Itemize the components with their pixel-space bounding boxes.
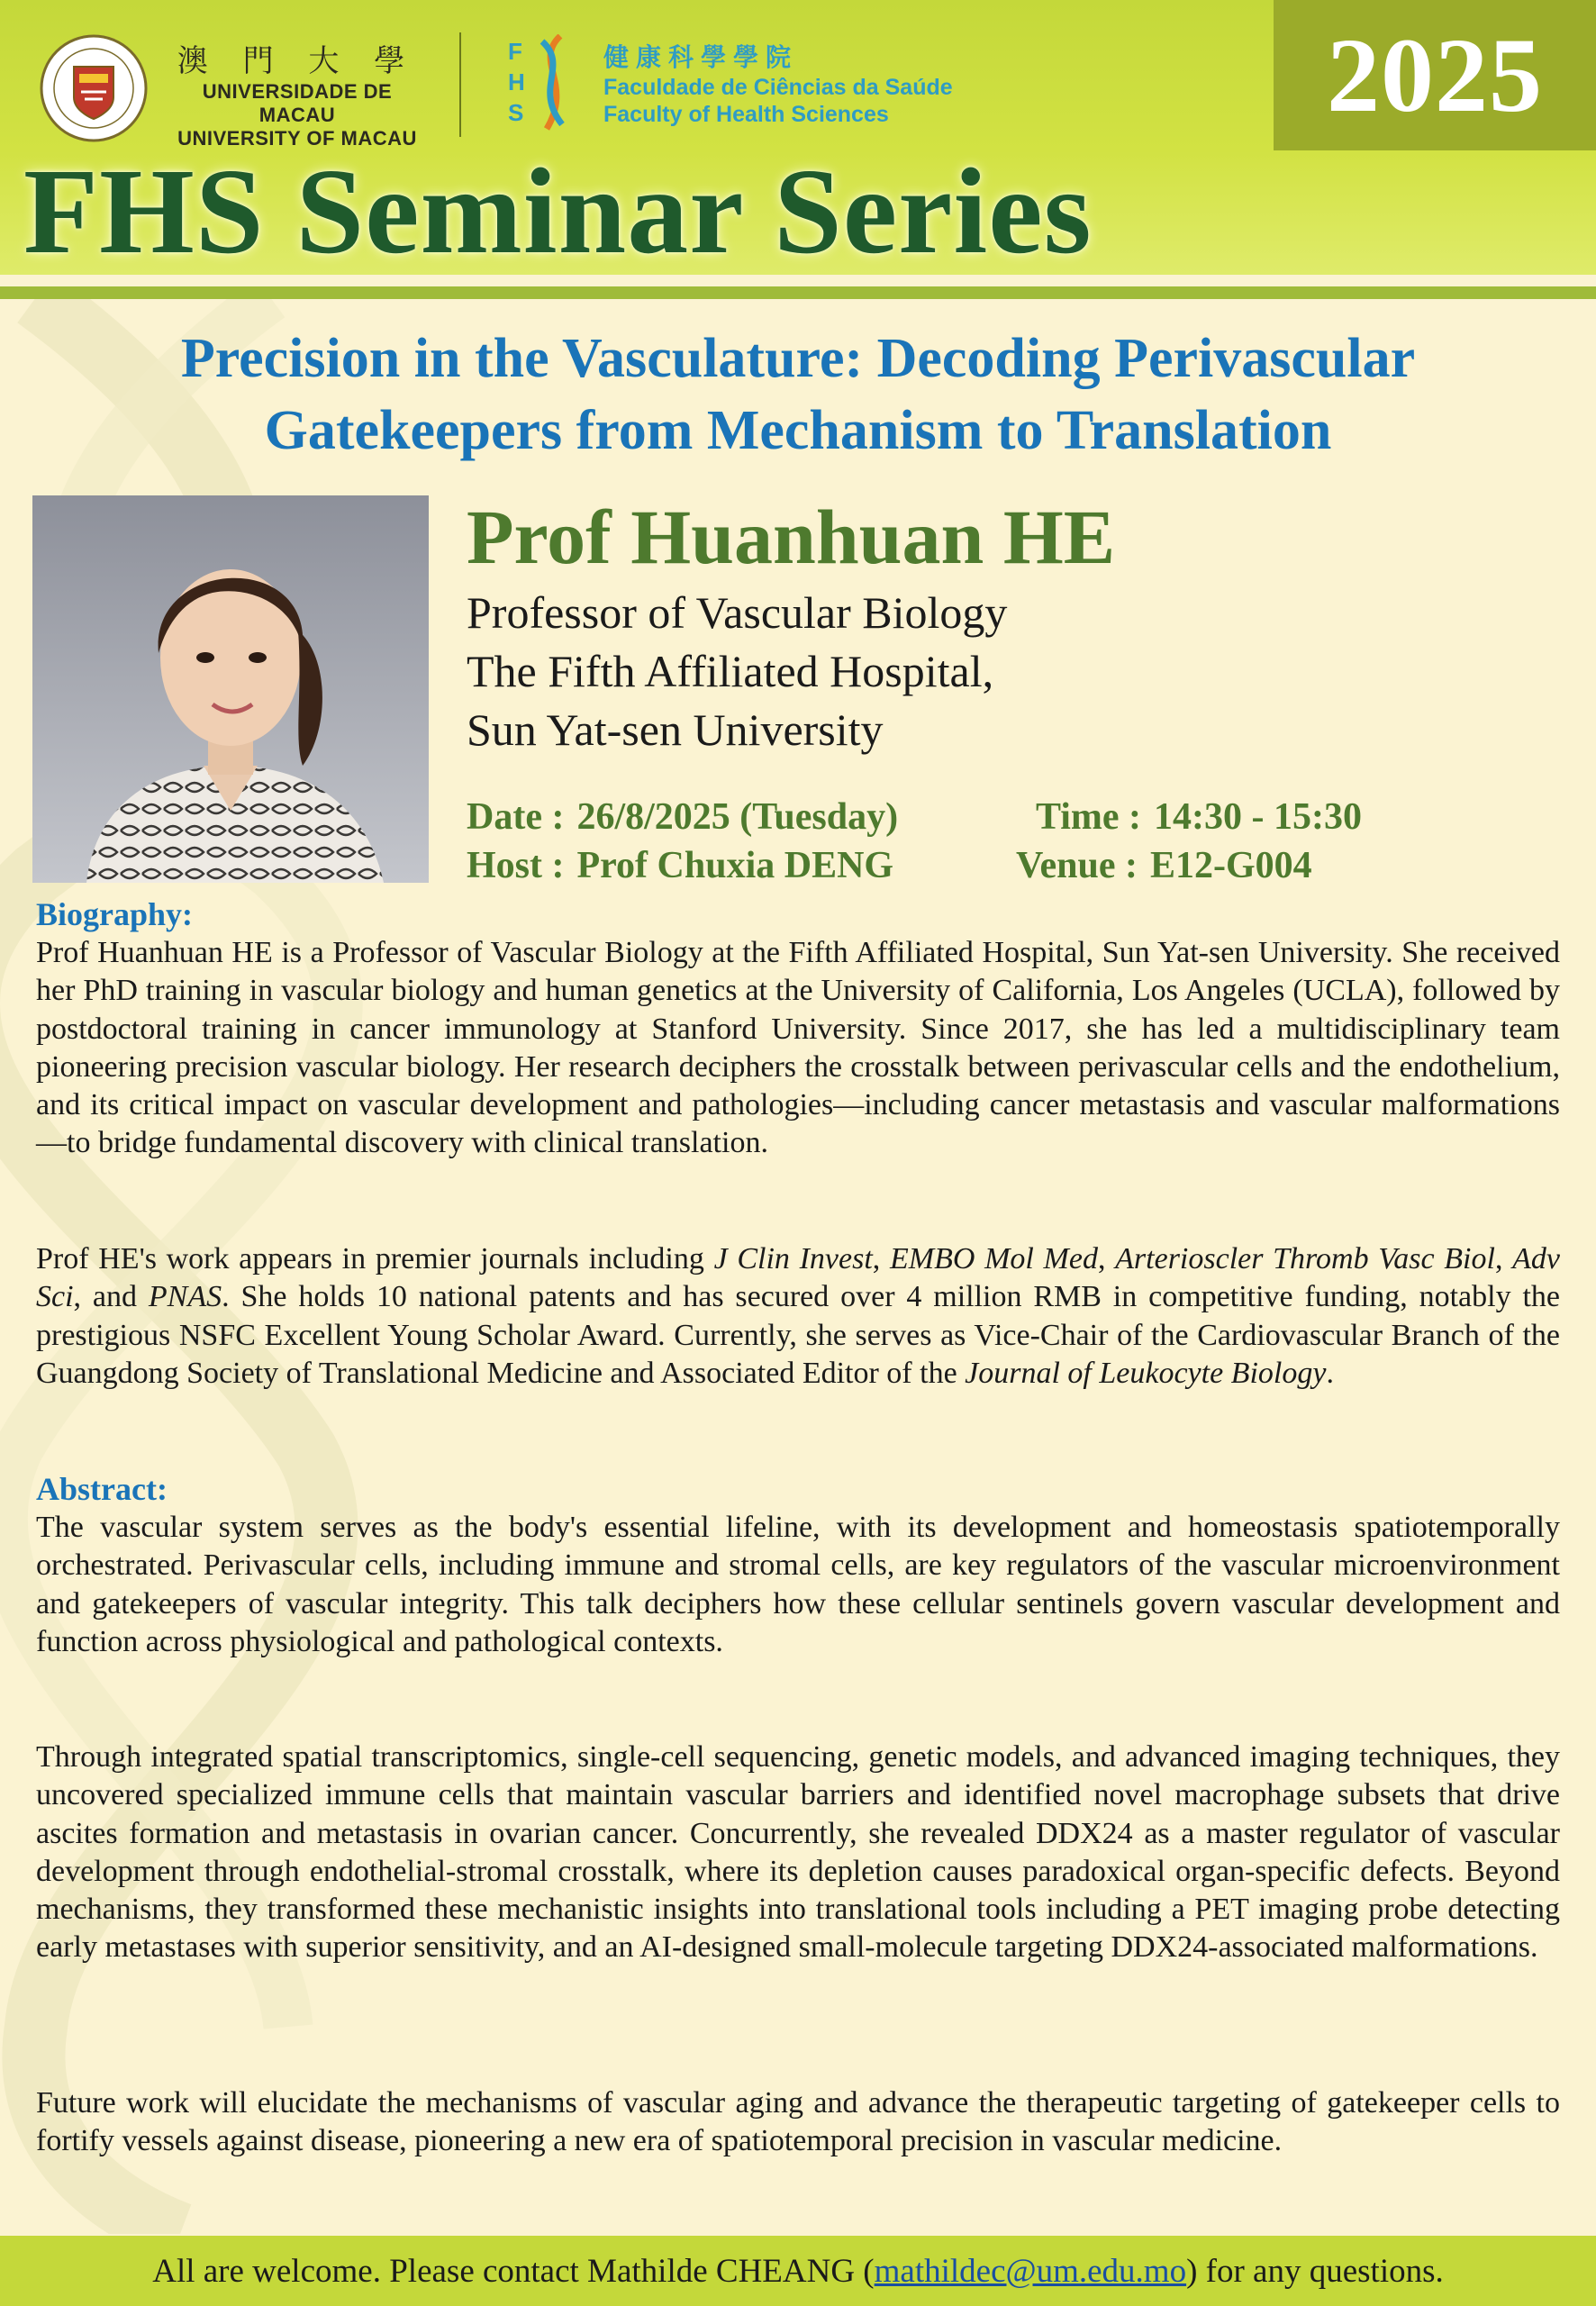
faculty-name-en: Faculty of Health Sciences: [603, 102, 889, 127]
footer-text-before: All are welcome. Please contact Mathilde CHEANG (: [152, 2252, 875, 2290]
university-name-pt: UNIVERSIDADE DE MACAU: [202, 80, 393, 126]
speaker-university: Sun Yat-sen University: [467, 704, 884, 755]
talk-title-line-2: Gatekeepers from Mechanism to Translation: [264, 400, 1332, 461]
venue-label: Venue :: [1016, 845, 1138, 886]
svg-text:F: F: [508, 38, 522, 65]
time-value: 14:30 - 15:30: [1154, 796, 1363, 838]
faculty-helix-logo-icon: [506, 34, 578, 133]
bio-text: . She holds 10 national patents and has secured over 4 million RMB in competitive funding, notably the prestigious NSFC Excellent Young Scholar Award. Currently, she serves as Vice-Chair of the Cardiovascular Branch of the Guangdong Society of Translational Medicine and Associated Editor of the: [36, 1280, 1561, 1390]
biography-paragraph-2: [36, 1240, 1560, 1393]
event-time: [1036, 794, 1362, 840]
contact-email-link[interactable]: mathildec@um.edu.mo: [874, 2252, 1187, 2290]
university-crest-icon: [40, 34, 148, 142]
bio-text: Prof HE's work appears in premier journals including: [36, 1242, 714, 1276]
date-value: 26/8/2025 (Tuesday): [576, 796, 899, 838]
event-venue: [1016, 843, 1312, 888]
footer-text-after: ) for any questions.: [1186, 2252, 1444, 2290]
journal-name: EMBO Mol Med: [889, 1242, 1098, 1276]
journal-name: Arterioscler Thromb Vasc Biol: [1115, 1242, 1495, 1276]
year-badge: [1274, 0, 1596, 150]
logo-divider: [459, 32, 461, 137]
journal-name: Adv Sci: [36, 1242, 1560, 1314]
journal-name: J Clin Invest: [713, 1242, 873, 1276]
event-date: [467, 794, 898, 840]
abstract-paragraph-2: Through integrated spatial transcriptomics, single-cell sequencing, genetic models, and advanced imaging techniques, they uncovered specialized immune cells that maintain vascular barriers and identified novel macrophage subsets that drive ascites formation and metastasis in ovarian cancer. Concurrently, she revealed DDX24 as a master regulator of vascular development through endothelial-stromal crosstalk, where its depletion causes paradoxical organ-specific defects. Beyond mechanisms, they transformed these mechanistic insights into translational tools including a PET imaging probe detecting early metastases with superior sensitivity, and an AI-designed small-molecule targeting DDX24-associated malformations.: [36, 1740, 1560, 1965]
svg-text:S: S: [508, 99, 524, 126]
speaker-affiliation: [467, 584, 1007, 759]
bio-text: , and: [73, 1280, 149, 1314]
series-title: FHS Seminar Series: [23, 144, 1093, 279]
speaker-hospital: The Fifth Affiliated Hospital,: [467, 646, 994, 696]
bio-text: .: [1326, 1356, 1334, 1390]
bio-text: ,: [1494, 1242, 1513, 1276]
faculty-name-cn: 健康科學學院: [603, 42, 799, 72]
university-name: [162, 36, 432, 150]
header-divider: [0, 286, 1596, 299]
talk-title: [36, 322, 1560, 467]
speaker-name: Prof Huanhuan HE: [467, 494, 1116, 580]
event-host: [467, 843, 893, 888]
host-value: Prof Chuxia DENG: [576, 845, 894, 886]
venue-value: E12-G004: [1149, 845, 1312, 886]
abstract-heading: Abstract:: [36, 1471, 168, 1507]
year-text: 2025: [1327, 15, 1543, 134]
bio-text: ,: [1097, 1242, 1116, 1276]
abstract-paragraph-3: Future work will elucidate the mechanisms of vascular aging and advance the therapeutic targeting of gatekeeper cells to fortify vessels against disease, pioneering a new era of spatiotemporal precision in vascular medicine.: [36, 2086, 1560, 2158]
university-name-cn: 澳 門 大 學: [177, 43, 418, 79]
university-name-en: UNIVERSITY OF MACAU: [177, 127, 417, 150]
biography-paragraph-1: Prof Huanhuan HE is a Professor of Vascular Biology at the Fifth Affiliated Hospital, Sun Yat-sen University. She received her PhD training in vascular biology and human genetics at the University of California, Los Angeles (UCLA), followed by postdoctoral training in cancer immunology at Stanford University. Since 2017, she has led a multidisciplinary team pioneering precision vascular biology. Her research deciphers the crosstalk between perivascular cells and the endothelium, and its critical impact on vascular development and pathologies—including cancer metastasis and vascular malformations—to bridge fundamental discovery with clinical translation.: [36, 936, 1560, 1160]
speaker-position: Professor of Vascular Biology: [467, 587, 1008, 638]
date-label: Date :: [467, 796, 565, 838]
host-label: Host :: [467, 845, 565, 886]
bio-text: ,: [872, 1242, 890, 1276]
faculty-name-pt: Faculdade de Ciências da Saúde: [603, 75, 953, 100]
footer-bar: [0, 2236, 1596, 2306]
svg-text:H: H: [508, 68, 525, 95]
journal-name: Journal of Leukocyte Biology: [965, 1356, 1327, 1390]
faculty-name: [603, 38, 953, 128]
journal-name: PNAS: [148, 1280, 222, 1314]
speaker-photo: [32, 495, 429, 883]
talk-title-line-1: Precision in the Vasculature: Decoding Perivascular: [180, 328, 1416, 389]
abstract-paragraph-1: The vascular system serves as the body's essential lifeline, with its development and homeostasis spatiotemporally orchestrated. Perivascular cells, including immune and stromal cells, are key regulators of the vascular microenvironment and gatekeepers of vascular integrity. This talk deciphers how these cellular sentinels govern vascular development and function across physiological and pathological contexts.: [36, 1511, 1560, 1658]
time-label: Time :: [1036, 796, 1142, 838]
biography-heading: Biography:: [36, 896, 194, 932]
